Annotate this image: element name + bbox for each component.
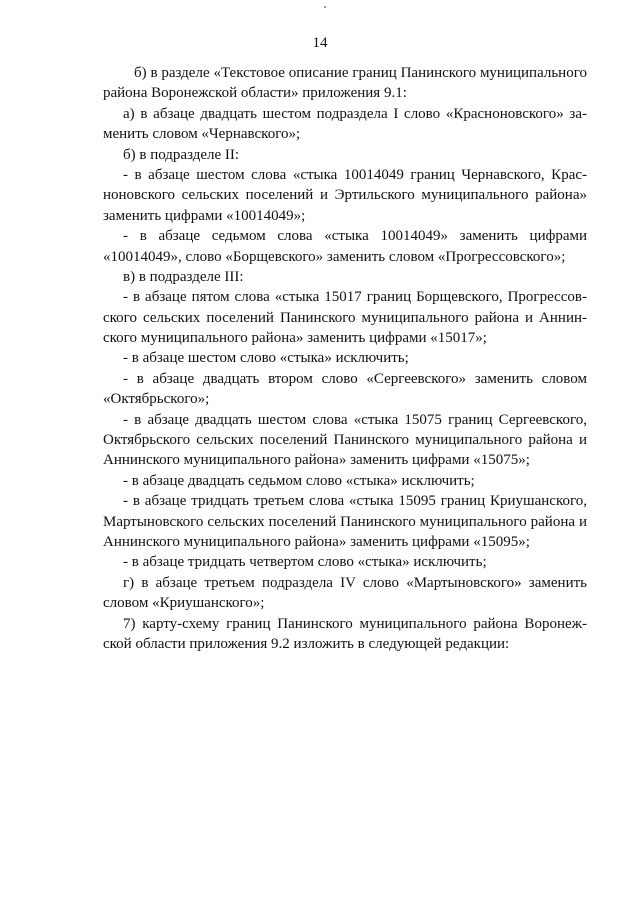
text-line: Аннинского муниципального района» заменить цифрами «15095»;: [103, 533, 530, 550]
text-line: - в абзаце двадцать шестом слова «стыка 15075 границ Сергеевского,: [123, 411, 587, 428]
text-line: «10014049», слово «Борщевского» заменить словом «Прогрессовского»;: [103, 248, 566, 265]
text-line: г) в абзаце третьем подраздела IV слово «Мартыновского» заменить: [123, 574, 587, 591]
text-line: - в абзаце пятом слова «стыка 15017 границ Борщевского, Прогрессов-: [123, 289, 587, 306]
text-line: менить словом «Чернавского»;: [103, 126, 301, 143]
scan-artifact: [324, 6, 326, 8]
text-line: ского сельских поселений Панинского муниципального района и Аннин-: [103, 309, 587, 326]
text-line: - в абзаце шестом слова «стыка 10014049 границ Чернавского, Крас-: [123, 166, 587, 183]
text-line: а) в абзаце двадцать шестом подраздела I слово «Красноновского» за-: [123, 105, 587, 122]
text-line: Октябрьского сельских поселений Панинского муниципального района и: [103, 432, 587, 449]
text-line: - в абзаце двадцать втором слово «Сергеевского» заменить словом: [123, 370, 587, 387]
text-line: - в абзаце тридцать четвертом слово «стыка» исключить;: [123, 554, 487, 571]
text-line: - в абзаце тридцать третьем слова «стыка 15095 границ Криушанского,: [123, 493, 587, 510]
text-line: б) в подразделе II:: [123, 146, 240, 163]
text-line: Аннинского муниципального района» заменить цифрами «15075»;: [103, 452, 530, 469]
text-line: Мартыновского сельских поселений Панинского муниципального района и: [103, 513, 587, 530]
text-line: «Октябрьского»;: [103, 391, 210, 408]
text-line: б) в разделе «Текстовое описание границ Панинского муниципального: [134, 65, 587, 81]
page-number: 14: [312, 35, 328, 51]
text-line: в) в подразделе III:: [123, 268, 244, 285]
text-line: - в абзаце шестом слово «стыка» исключить;: [123, 350, 409, 367]
text-line: района Воронежской области» приложения 9.1:: [103, 85, 407, 102]
document-body: [103, 63, 587, 654]
text-line: заменить цифрами «10014049»;: [103, 207, 306, 224]
text-line: ского муниципального района» заменить цифрами «15017»;: [103, 330, 487, 347]
text-line: ской области приложения 9.2 изложить в следующей редакции:: [103, 635, 510, 652]
text-line: 7) карту-схему границ Панинского муниципального района Воронеж-: [123, 615, 587, 632]
text-line: - в абзаце двадцать седьмом слово «стыка» исключить;: [123, 472, 475, 489]
text-line: ноновского сельских поселений и Эртильского муниципального района»: [103, 187, 587, 204]
text-line: словом «Криушанского»;: [103, 595, 265, 612]
text-line: - в абзаце седьмом слова «стыка 10014049» заменить цифрами: [123, 228, 587, 245]
